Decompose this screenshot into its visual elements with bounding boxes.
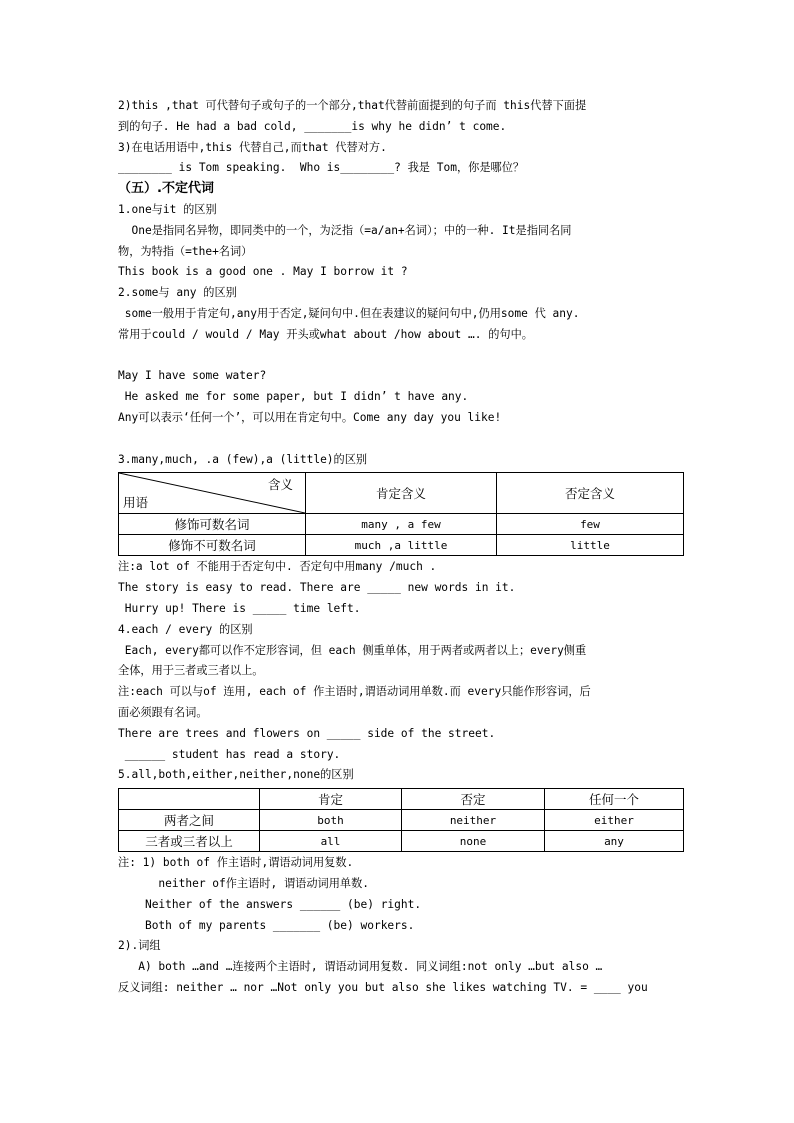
table-cell: many , a few bbox=[306, 514, 497, 535]
table-header-row bbox=[119, 789, 684, 810]
row-label: 修饰可数名词 bbox=[119, 514, 306, 535]
table-cell: little bbox=[497, 535, 684, 556]
text-line: ______ student has read a story. bbox=[118, 747, 341, 761]
text-line: 1.one与it 的区别 bbox=[118, 202, 217, 216]
table-row bbox=[119, 810, 684, 831]
table-row bbox=[119, 831, 684, 852]
section-one-it-some-any bbox=[118, 200, 684, 346]
text-line: 到的句子. He had a bad cold, _______is why he didn’ t come. bbox=[118, 119, 507, 133]
text-line: 面必须跟有名词。 bbox=[118, 705, 208, 719]
text-line: 2)this ,that 可代替句子或句子的一个部分,that代替前面提到的句子而 this代替下面提 bbox=[118, 99, 587, 112]
text-line: 反义词组: neither … nor …Not only you but also she likes watching TV. = ____ you bbox=[118, 980, 648, 994]
document-page bbox=[118, 96, 684, 999]
column-header: 肯定 bbox=[260, 789, 402, 810]
row-label: 三者或三者以上 bbox=[119, 831, 260, 852]
text-line: 注:each 可以与of 连用, each of 作主语时,谓语动词用单数.而 every只能作形容词，后 bbox=[118, 685, 591, 699]
table-row bbox=[119, 535, 684, 556]
column-header: 否定 bbox=[402, 789, 545, 810]
text-line: There are trees and flowers on _____ side of the street. bbox=[118, 726, 496, 740]
text-line: May I have some water? bbox=[118, 369, 267, 383]
section-examples bbox=[118, 366, 684, 428]
table-cell: all bbox=[260, 831, 402, 852]
row-label: 修饰不可数名词 bbox=[119, 535, 306, 556]
text-line: 物，为特指（=the+名词） bbox=[118, 244, 253, 258]
table-header-row bbox=[119, 473, 684, 514]
text-line: This book is a good one . May I borrow it ? bbox=[118, 265, 408, 279]
text-line: neither of作主语时, 谓语动词用单数. bbox=[118, 876, 370, 890]
text-line: 2).词组 bbox=[118, 939, 161, 953]
text-line: Neither of the answers ______ (be) right. bbox=[118, 897, 422, 911]
text-line: One是指同名异物，即同类中的一个，为泛指（=a/an+名词）；中的一种. It是指同名同 bbox=[118, 223, 572, 237]
text-line: 4.each / every 的区别 bbox=[118, 622, 253, 636]
section-notes-phrases bbox=[118, 853, 684, 999]
text-line: A) both …and …连接两个主语时, 谓语动词用复数. 同义词组:not only …but also … bbox=[118, 960, 603, 974]
corner-top-label: 含义 bbox=[267, 477, 293, 493]
table-cell: both bbox=[260, 810, 402, 831]
empty-corner-cell bbox=[119, 789, 260, 810]
row-label: 两者之间 bbox=[119, 810, 260, 831]
diagonal-header-cell bbox=[119, 473, 306, 514]
table-cell: neither bbox=[402, 810, 545, 831]
text-line: 全体，用于三者或三者以上。 bbox=[118, 664, 264, 678]
section-each-every bbox=[118, 557, 684, 786]
text-line: 注: 1) both of 作主语时,谓语动词用复数. bbox=[118, 856, 354, 870]
text-line: He asked me for some paper, but I didn’ t have any. bbox=[118, 390, 469, 404]
text-line: ________ is Tom speaking. Who is________? 我是 Tom，你是哪位？ bbox=[118, 161, 525, 175]
blank-line bbox=[118, 346, 684, 367]
corner-bottom-label: 用语 bbox=[123, 495, 149, 511]
text-line: Any可以表示‘任何一个’，可以用在肯定句中。Come any day you like! bbox=[118, 410, 502, 424]
text-line: 3.many,much, .a (few),a (little)的区别 bbox=[118, 452, 368, 466]
text-line: some一般用于肯定句,any用于否定,疑问句中.但在表建议的疑问句中,仍用some 代 any. bbox=[118, 306, 580, 320]
table-cell: much ,a little bbox=[306, 535, 497, 556]
table-cell: few bbox=[497, 514, 684, 535]
text-line: 常用于could / would / May 开头或what about /how about …. 的句中。 bbox=[118, 327, 533, 341]
text-line: 5.all,both,either,neither,none的区别 bbox=[118, 768, 354, 782]
all-both-either-table bbox=[118, 788, 684, 852]
table-row bbox=[119, 514, 684, 535]
text-line: 2.some与 any 的区别 bbox=[118, 286, 237, 300]
table-cell: none bbox=[402, 831, 545, 852]
many-much-table bbox=[118, 472, 684, 556]
text-line: The story is easy to read. There are _____ new words in it. bbox=[118, 581, 516, 595]
column-header: 任何一个 bbox=[545, 789, 684, 810]
section-heading: （五）.不定代词 bbox=[118, 181, 214, 197]
text-line: Both of my parents _______ (be) workers. bbox=[118, 918, 415, 932]
column-header: 肯定含义 bbox=[306, 473, 497, 514]
section-this-that bbox=[118, 96, 684, 179]
blank-line bbox=[118, 429, 684, 450]
text-line: Each, every都可以作不定形容词，但 each 侧重单体，用于两者或两者以上；every侧重 bbox=[118, 643, 587, 657]
column-header: 否定含义 bbox=[497, 473, 684, 514]
text-line: 注:a lot of 不能用于否定句中. 否定句中用many /much . bbox=[118, 560, 437, 574]
table-cell: either bbox=[545, 810, 684, 831]
text-line: 3)在电话用语中,this 代替自己,而that 代替对方. bbox=[118, 140, 387, 154]
text-line: Hurry up! There is _____ time left. bbox=[118, 601, 361, 615]
table-cell: any bbox=[545, 831, 684, 852]
